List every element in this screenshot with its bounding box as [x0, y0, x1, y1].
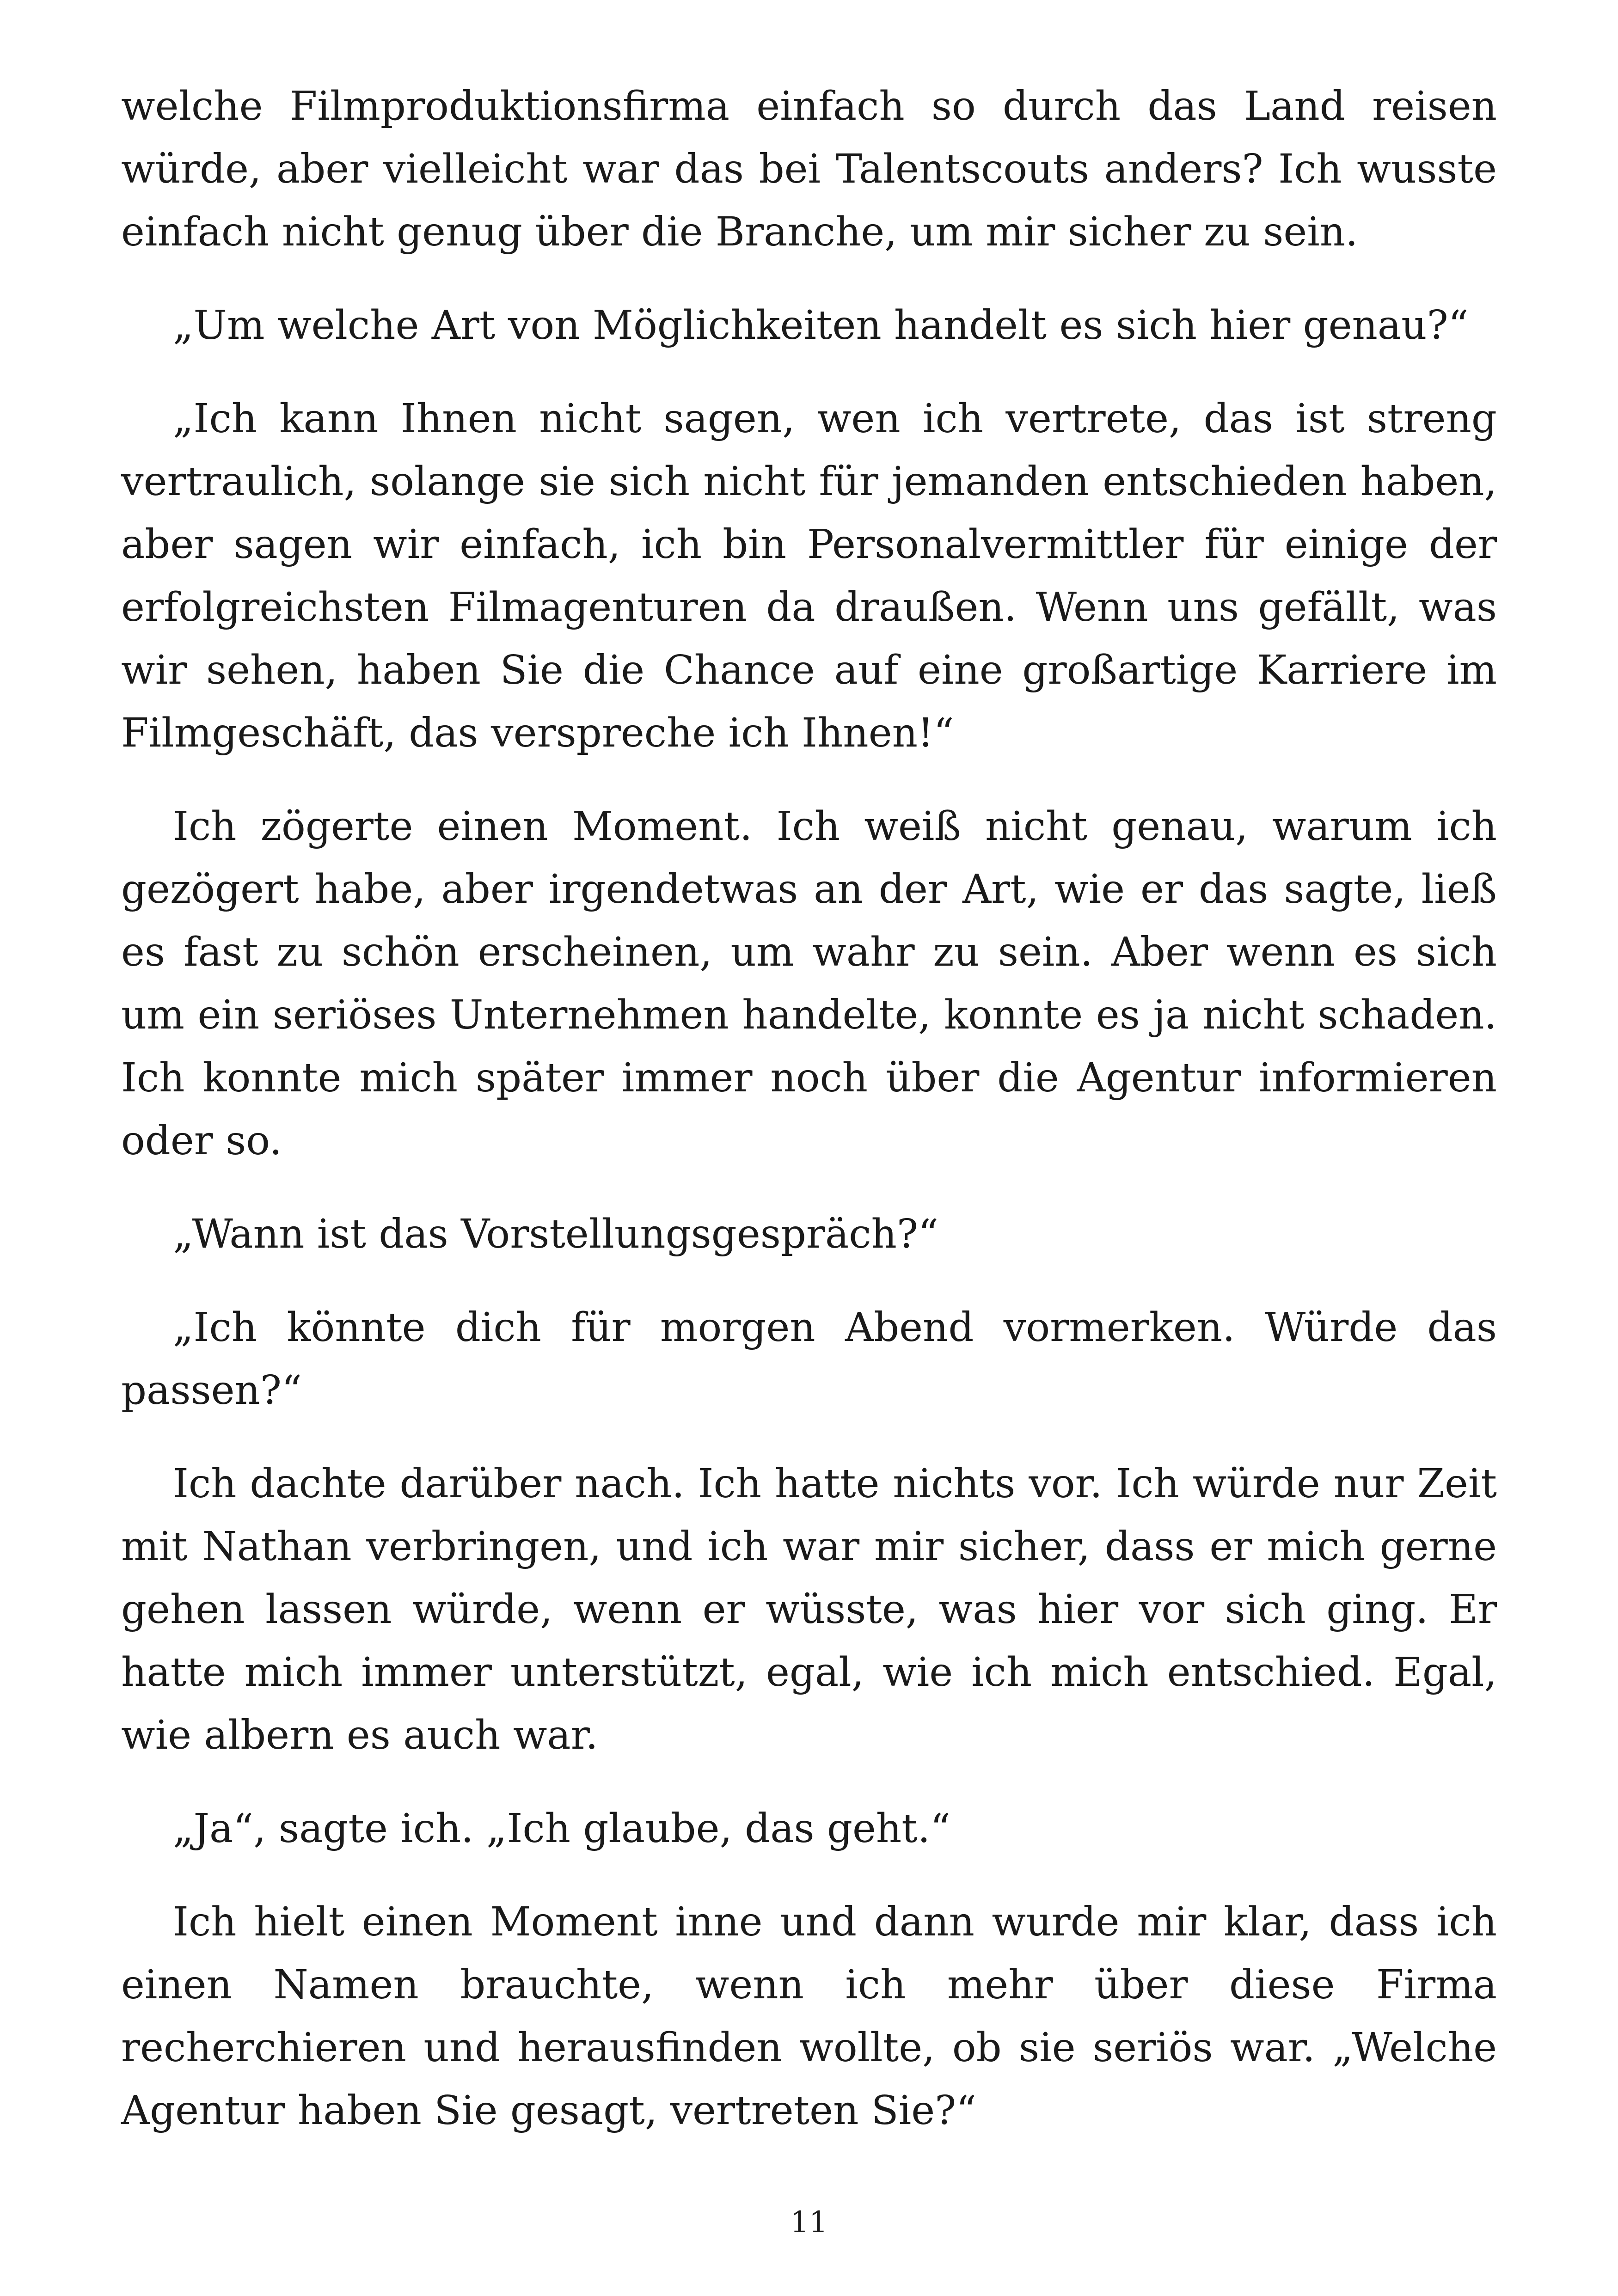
- paragraph-narration: Ich zögerte einen Moment. Ich weiß nicht genau, warum ich gezögert habe, aber irgendetwas an der Art, wie er das sagte, ließ es fast zu schön erscheinen, um wahr zu sein. Aber wenn es sich um ein seriöses Unternehmen handelte, konnte es ja nicht schaden. Ich konnte mich später immer noch über die Agentur informieren oder so.: [121, 803, 1497, 1164]
- page-number: 11: [790, 2205, 828, 2240]
- paragraph-dialogue: „Ich könnte dich für morgen Abend vormerken. Würde das passen?“: [121, 1304, 1497, 1414]
- paragraph-dialogue: „Um welche Art von Möglichkeiten handelt es sich hier genau?“: [173, 302, 1469, 349]
- paragraph-narration: Ich dachte darüber nach. Ich hatte nichts vor. Ich würde nur Zeit mit Nathan verbringen, und ich war mir sicher, dass er mich gerne gehen lassen würde, wenn er wüsste, was hier vor sich ging. Er hatte mich immer unterstützt, egal, wie ich mich entschied. Egal, wie albern es auch war.: [121, 1461, 1497, 1758]
- paragraph-dialogue: „Ich kann Ihnen nicht sagen, wen ich vertrete, das ist streng vertraulich, solange sie sich nicht für jemanden entschieden haben, aber sagen wir einfach, ich bin Personalvermittler für einige der erfolgreichsten Filmagenturen da draußen. Wenn uns gefällt, was wir sehen, haben Sie die Chance auf eine großartige Karriere im Filmgeschäft, das verspreche ich Ihnen!“: [121, 396, 1497, 756]
- paragraph-narration: Ich hielt einen Moment inne und dann wurde mir klar, dass ich einen Namen brauchte, wenn ich mehr über diese Firma recherchieren und herausfinden wollte, ob sie seriös war. „Welche Agentur haben Sie gesagt, vertreten Sie?“: [121, 1899, 1497, 2134]
- paragraph-dialogue: „Wann ist das Vorstellungsgespräch?“: [173, 1211, 938, 1257]
- page-body-text: [121, 75, 1497, 2173]
- paragraph-continued: welche Filmproduktionsfirma einfach so durch das Land reisen würde, aber vielleicht war das bei Talentscouts anders? Ich wusste einfach nicht genug über die Branche, um mir sicher zu sein.: [121, 83, 1497, 255]
- paragraph-dialogue: „Ja“, sagte ich. „Ich glaube, das geht.“: [173, 1806, 951, 1852]
